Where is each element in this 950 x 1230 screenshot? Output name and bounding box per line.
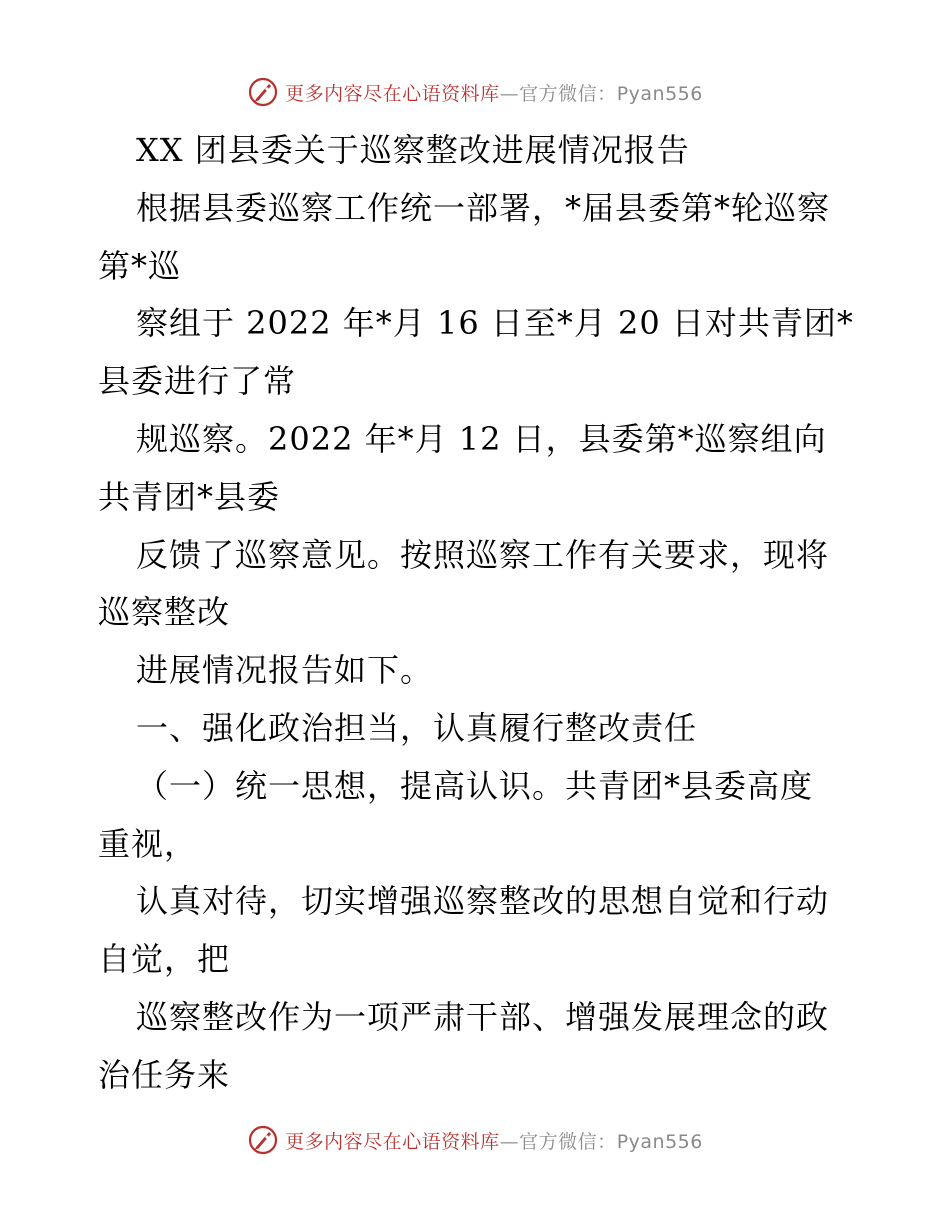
- quill-pen-logo-icon: [247, 1124, 279, 1156]
- paragraph-line: 县委进行了常: [98, 362, 297, 401]
- paragraph-line: 治任务来: [98, 1055, 231, 1094]
- header-watermark: [0, 72, 950, 112]
- paragraph-line: 进展情况报告如下。: [136, 651, 434, 690]
- paragraph-line: 规巡察。2022 年*月 12 日，县委第*巡察组向: [136, 419, 827, 458]
- footer-watermark: [0, 1120, 950, 1160]
- paragraph-line: 重视，: [98, 824, 198, 863]
- document-title: XX 团县委关于巡察整改进展情况报告: [136, 131, 690, 169]
- quill-pen-logo-icon: [247, 76, 279, 108]
- paragraph-line: 巡察整改作为一项严肃干部、增强发展理念的政: [136, 997, 830, 1036]
- paragraph-line: （一）统一思想，提高认识。共青团*县委高度: [136, 766, 814, 805]
- paragraph-line: 反馈了巡察意见。按照巡察工作有关要求，现将: [136, 535, 830, 574]
- paragraph-line: 共青团*县委: [98, 477, 281, 516]
- paragraph-line: 根据县委巡察工作统一部署，*届县委第*轮巡察: [136, 188, 831, 227]
- paragraph-line: 认真对待，切实增强巡察整改的思想自觉和行动: [136, 882, 830, 921]
- paragraph-line: 巡察整改: [98, 593, 231, 632]
- watermark-text: 更多内容尽在心语资料库—官方微信：Pyan556: [285, 82, 703, 105]
- paragraph-line: 第*巡: [98, 246, 182, 285]
- paragraph-line: 自觉，把: [98, 940, 231, 979]
- section-heading: 一、强化政治担当，认真履行整改责任: [136, 708, 698, 747]
- paragraph-line: 察组于 2022 年*月 16 日至*月 20 日对共青团*: [136, 304, 854, 343]
- watermark-text: 更多内容尽在心语资料库—官方微信：Pyan556: [285, 1130, 703, 1153]
- document-body: [98, 122, 858, 1105]
